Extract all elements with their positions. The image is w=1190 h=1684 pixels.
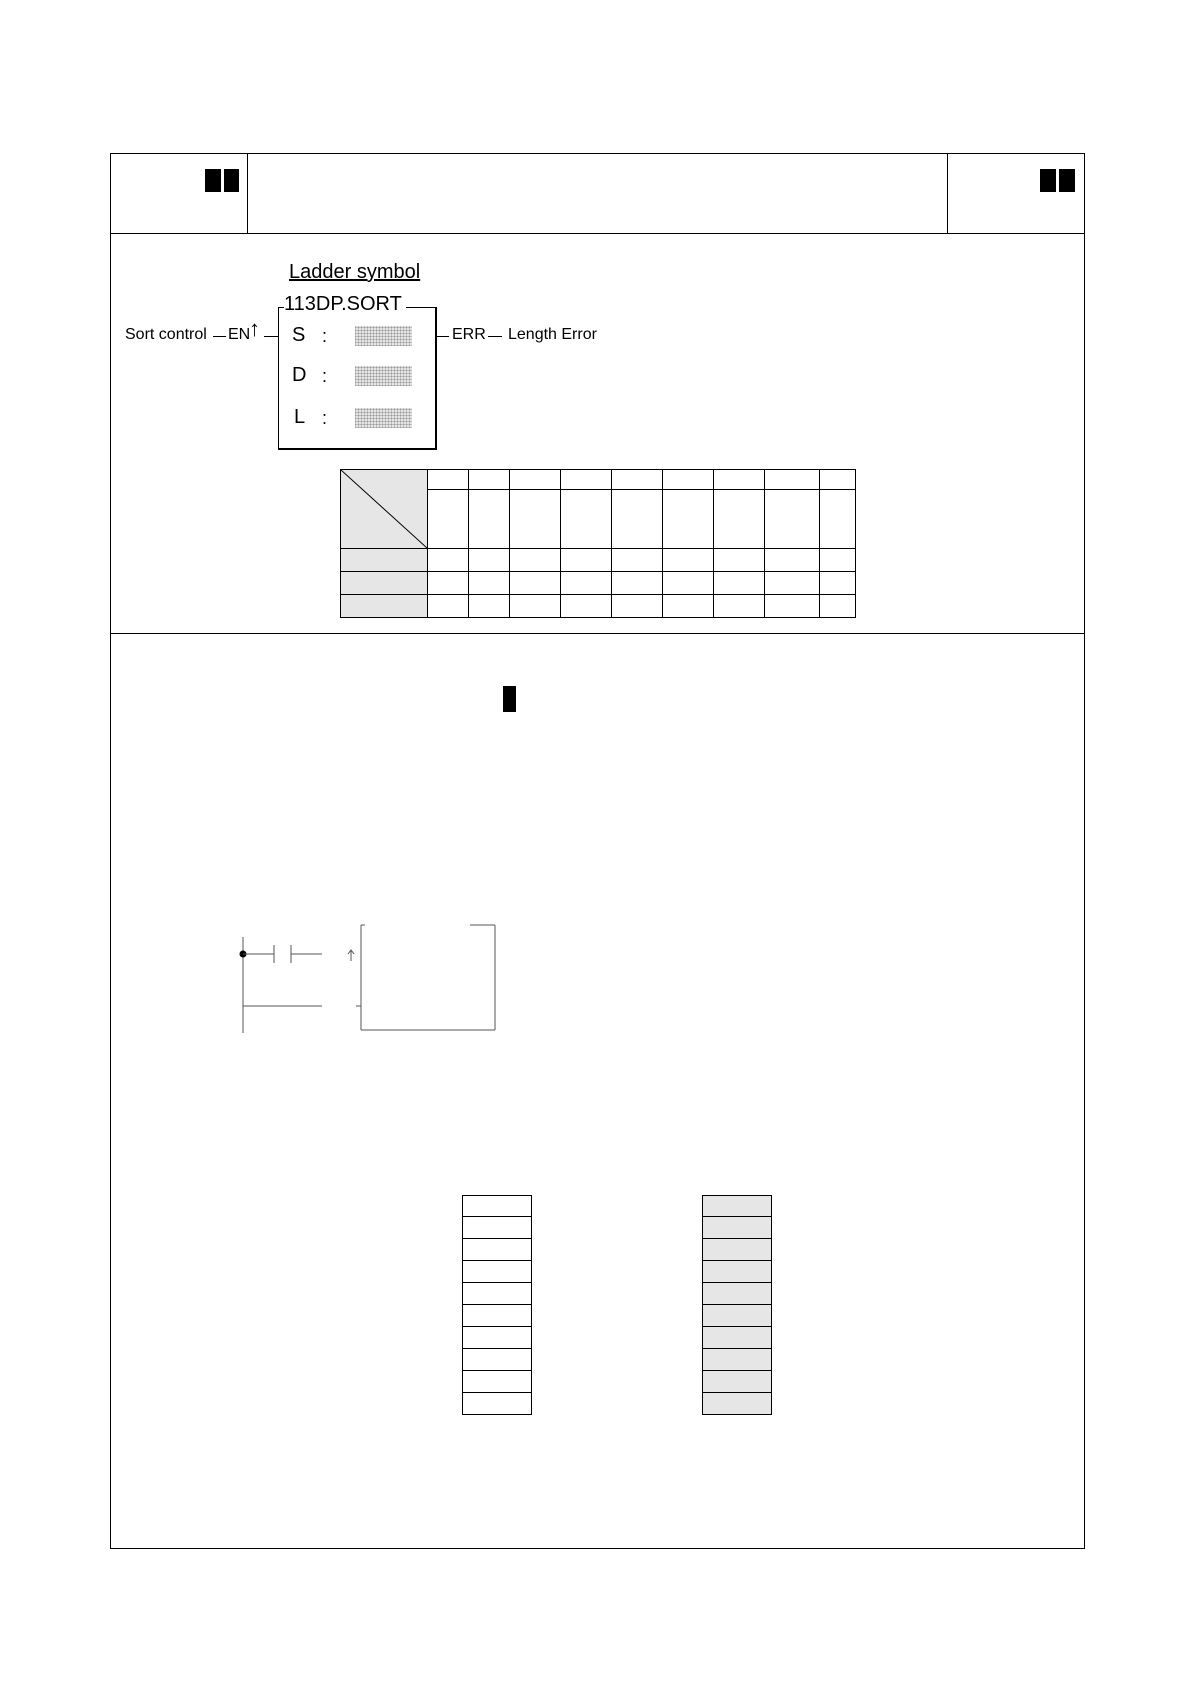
destination-register-cell — [702, 1371, 772, 1393]
header-bottom-rule — [110, 233, 1085, 234]
destination-register-cell — [702, 1327, 772, 1349]
table-subheader-cell — [663, 490, 714, 549]
source-register-cell — [462, 1393, 532, 1415]
source-register-cell — [462, 1283, 532, 1305]
table-subheader-cell — [561, 490, 612, 549]
table-row — [341, 549, 856, 572]
instruction-name: 113DP.SORT — [284, 293, 402, 315]
operand-d-value-field — [355, 366, 412, 386]
row-label-cell — [341, 572, 428, 595]
source-register-cell — [462, 1371, 532, 1393]
sort-control-label: Sort control — [125, 326, 207, 343]
err-dash — [488, 336, 502, 337]
source-register-stack — [462, 1195, 532, 1415]
row-label-cell — [341, 595, 428, 618]
destination-register-stack — [702, 1195, 772, 1415]
redaction-gap-left — [221, 169, 224, 192]
source-register-cell — [462, 1217, 532, 1239]
destination-register-cell — [702, 1239, 772, 1261]
table-header-cell — [428, 470, 469, 490]
operand-s-value-field — [355, 326, 412, 346]
table-header-cell — [612, 470, 663, 490]
source-register-cell — [462, 1327, 532, 1349]
table-row — [341, 595, 856, 618]
destination-register-cell — [702, 1217, 772, 1239]
table-subheader-cell — [714, 490, 765, 549]
table-subheader-cell — [612, 490, 663, 549]
operand-l-value-field — [355, 408, 412, 428]
frame-left — [110, 153, 111, 1549]
destination-register-cell — [702, 1393, 772, 1415]
redaction-block-center — [503, 686, 516, 712]
example-ladder-diagram — [230, 915, 500, 1035]
table-subheader-cell — [820, 490, 856, 549]
instruction-box-top-right — [406, 307, 435, 308]
redaction-gap-right — [1056, 169, 1059, 192]
table-header-cell — [714, 470, 765, 490]
en-label: EN — [228, 326, 251, 343]
operand-s-sep: : — [322, 326, 328, 346]
operand-s-name: S — [292, 324, 306, 346]
operand-l-sep: : — [322, 408, 328, 428]
table-subheader-cell — [469, 490, 510, 549]
operand-d-name: D — [292, 364, 307, 386]
operand-d-sep: : — [322, 366, 328, 386]
input-connector — [213, 336, 226, 337]
ladder-symbol-heading: Ladder symbol — [289, 261, 421, 283]
destination-register-cell — [702, 1195, 772, 1217]
en-connector — [264, 336, 278, 337]
source-register-cell — [462, 1305, 532, 1327]
table-header-cell — [510, 470, 561, 490]
header-divider-right — [947, 153, 948, 234]
operand-table-corner — [341, 470, 428, 549]
table-subheader-cell — [428, 490, 469, 549]
frame-top — [110, 153, 1085, 154]
table-header-cell — [765, 470, 820, 490]
operand-l-name: L — [294, 406, 306, 428]
destination-register-cell — [702, 1261, 772, 1283]
rising-edge-arrow-icon: ↑ — [249, 316, 260, 341]
table-row — [341, 572, 856, 595]
destination-register-cell — [702, 1283, 772, 1305]
table-header-cell — [820, 470, 856, 490]
diagonal-line — [341, 470, 427, 548]
header-divider-left — [247, 153, 248, 234]
source-register-cell — [462, 1261, 532, 1283]
err-connector — [435, 336, 449, 337]
frame-right — [1084, 153, 1085, 1549]
row-label-cell — [341, 549, 428, 572]
source-register-cell — [462, 1349, 532, 1371]
source-register-cell — [462, 1239, 532, 1261]
length-error-label: Length Error — [508, 326, 597, 343]
table-header-cell — [561, 470, 612, 490]
source-register-cell — [462, 1195, 532, 1217]
section-divider — [110, 633, 1085, 634]
err-label: ERR — [452, 326, 486, 343]
operand-table — [340, 469, 856, 618]
table-subheader-cell — [765, 490, 820, 549]
frame-bottom — [110, 1548, 1085, 1549]
destination-register-cell — [702, 1349, 772, 1371]
table-header-cell — [663, 470, 714, 490]
table-subheader-cell — [510, 490, 561, 549]
table-header-cell — [469, 470, 510, 490]
destination-register-cell — [702, 1305, 772, 1327]
